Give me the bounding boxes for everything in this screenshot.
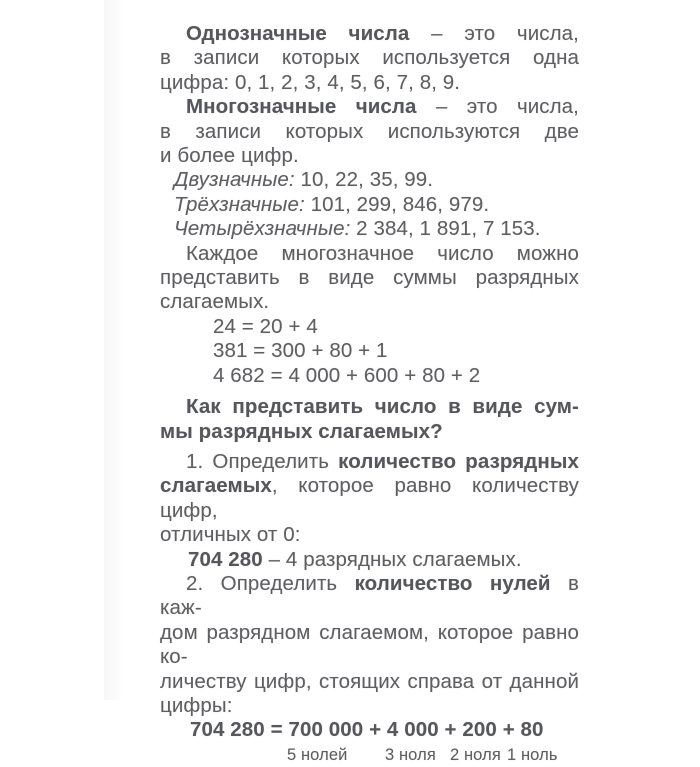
text-line: в записи которых используются две: [160, 119, 579, 143]
page-scan-edge: [104, 0, 124, 700]
example-label: Трёхзначные:: [174, 192, 305, 216]
examples-list: [160, 168, 579, 241]
question-heading: [160, 395, 579, 444]
text-line: [160, 450, 579, 474]
example-two-digit: [160, 168, 579, 192]
text-line: и более цифр.: [160, 144, 299, 168]
text-span: 1. Определить: [186, 449, 339, 473]
text-line: в записи которых используется одна: [160, 46, 579, 70]
text-line: личеству цифр, стоящих справа от данной: [160, 669, 579, 693]
step-1-example: [160, 548, 579, 572]
text-span: , которое равно количеству цифр,: [160, 474, 579, 522]
zero-label-3: 3 ноля: [385, 745, 436, 764]
final-decomposition-equation: 704 280 = 700 000 + 4 000 + 200 + 80: [190, 718, 544, 742]
example-label: Четырёхзначные:: [174, 217, 351, 241]
heading-line: Как представить число в виде сум-: [186, 395, 579, 419]
zero-count-labels: [160, 743, 579, 767]
text-line: [160, 22, 579, 46]
text-line: цифры:: [160, 693, 233, 717]
example-label: Двузначные:: [174, 168, 295, 192]
emphasis-span: количество нулей: [354, 571, 551, 595]
number-704280: 704 280: [188, 547, 263, 571]
step-1-paragraph: [160, 450, 579, 548]
text-span: – это числа,: [416, 95, 579, 119]
zero-label-1: 1 ноль: [507, 745, 558, 764]
text-line: дом разрядном слагаемом, которое равно ко-: [160, 620, 579, 669]
example-values: 101, 299, 846, 979.: [304, 192, 490, 216]
text-line: [160, 95, 579, 119]
text-span: 2. Определить: [186, 571, 355, 595]
equation-line: 381 = 300 + 80 + 1: [213, 339, 388, 363]
definition-single-digit: [160, 22, 579, 95]
equation-line: 4 682 = 4 000 + 600 + 80 + 2: [213, 363, 481, 387]
emphasis-span: количество разрядных: [338, 449, 580, 473]
example-four-digit: [160, 217, 579, 241]
text-line: [160, 572, 579, 621]
example-values: 10, 22, 35, 99.: [294, 168, 434, 192]
heading-line: мы разрядных слагаемых?: [160, 419, 443, 443]
text-line: цифра: 0, 1, 2, 3, 4, 5, 6, 7, 8, 9.: [160, 70, 461, 94]
example-three-digit: [160, 193, 579, 217]
text-line: отличных от 0:: [160, 523, 301, 547]
step-2-paragraph: [160, 572, 579, 718]
equation-examples: [160, 315, 579, 388]
zero-label-2: 2 ноля: [450, 745, 501, 764]
text-line: Каждое многозначное число можно: [186, 241, 579, 265]
text-span: – 4 разрядных слагаемых.: [262, 547, 522, 571]
text-span: – это числа,: [409, 22, 579, 45]
text-span: в каж-: [160, 571, 579, 620]
term-single-digit: Однозначные числа: [186, 22, 410, 45]
equation-line: 24 = 20 + 4: [213, 314, 318, 338]
term-multi-digit: Многозначные числа: [186, 95, 417, 119]
page-text-block: [160, 22, 579, 767]
text-line: слагаемых.: [160, 290, 270, 314]
definition-multi-digit: [160, 95, 579, 168]
emphasis-span: слагаемых: [160, 474, 272, 498]
text-line: представить в виде суммы разрядных: [160, 266, 579, 290]
paragraph-sum-of-place-values: [160, 242, 579, 315]
text-line: [160, 474, 579, 523]
zero-label-5: 5 нолей: [287, 745, 348, 764]
example-values: 2 384, 1 891, 7 153.: [350, 217, 541, 241]
